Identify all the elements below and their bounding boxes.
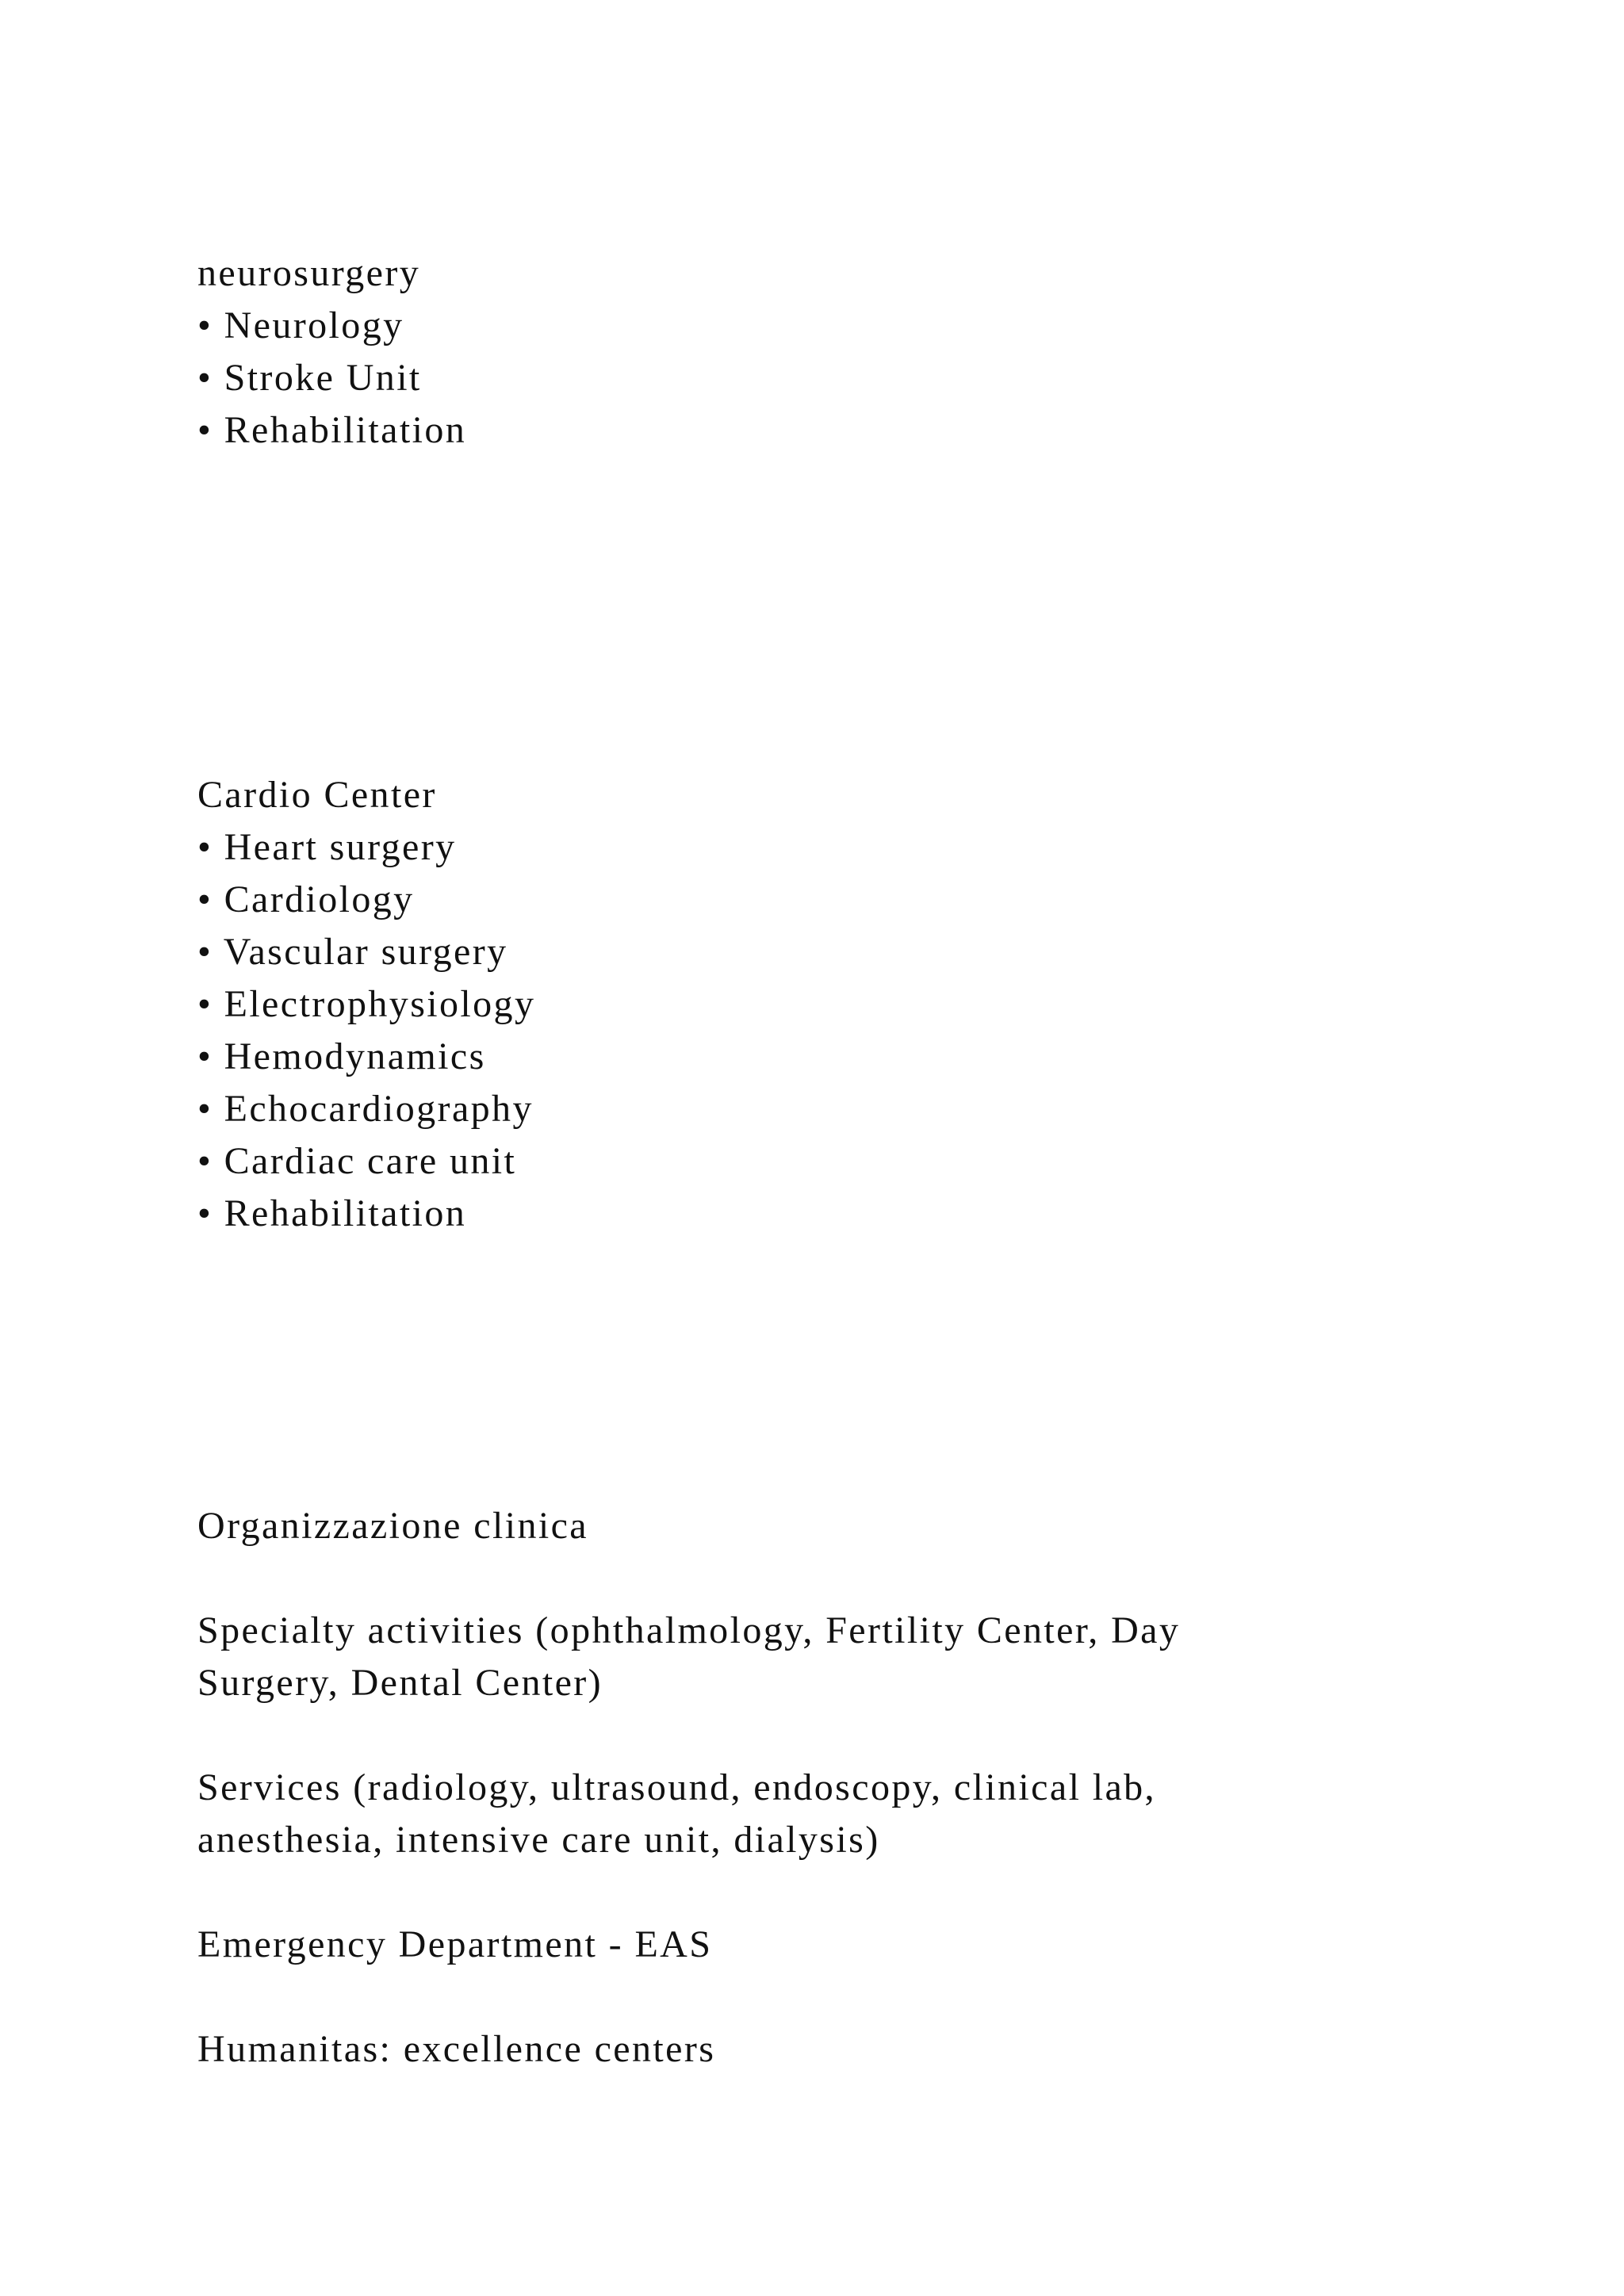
list-item: • Cardiac care unit: [197, 1140, 517, 1182]
list-item: • Hemodynamics: [197, 1035, 486, 1077]
list-item: • Electrophysiology: [197, 983, 536, 1025]
list-item: • Stroke Unit: [197, 357, 422, 399]
specialty-activities-line-1: Specialty activities (ophthalmology, Fertility Center, Day: [197, 1609, 1181, 1651]
organizzazione-clinica-heading: Organizzazione clinica: [197, 1505, 589, 1547]
list-item: • Neurology: [197, 304, 404, 346]
neurosurgery-heading: neurosurgery: [197, 252, 421, 294]
list-item: • Rehabilitation: [197, 1192, 467, 1234]
specialty-activities-line-2: Surgery, Dental Center): [197, 1662, 603, 1704]
list-item: • Echocardiography: [197, 1088, 534, 1130]
list-item: • Vascular surgery: [197, 931, 508, 973]
cardio-center-heading: Cardio Center: [197, 774, 437, 816]
services-line-1: Services (radiology, ultrasound, endoscopy, clinical lab,: [197, 1766, 1156, 1808]
emergency-department-line: Emergency Department - EAS: [197, 1923, 713, 1965]
list-item: • Cardiology: [197, 878, 415, 920]
services-line-2: anesthesia, intensive care unit, dialysis): [197, 1819, 880, 1861]
list-item: • Rehabilitation: [197, 409, 467, 451]
excellence-centers-line: Humanitas: excellence centers: [197, 2028, 716, 2070]
list-item: • Heart surgery: [197, 826, 457, 868]
